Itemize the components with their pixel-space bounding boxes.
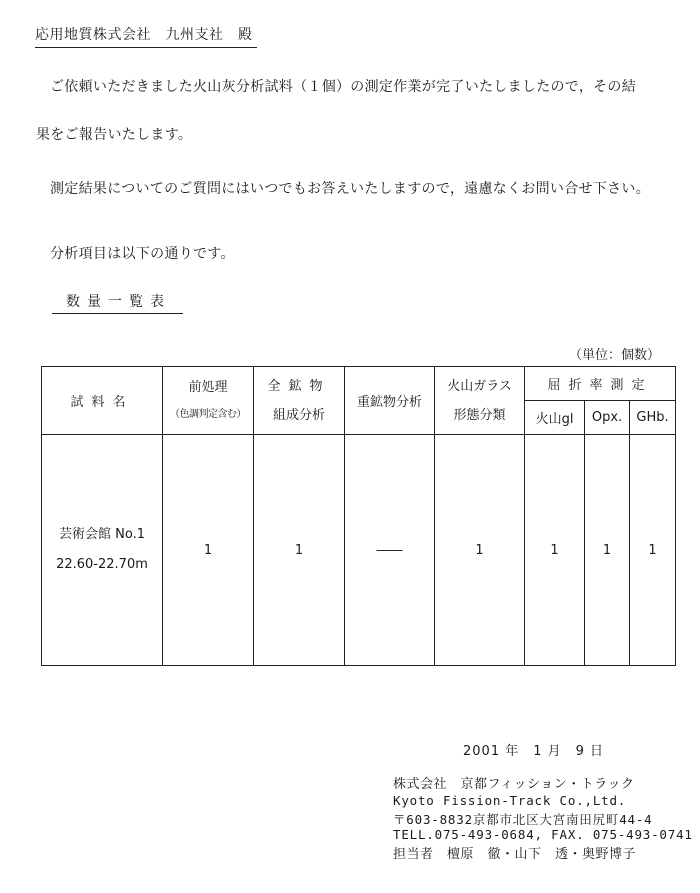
header-heavy-mineral: 重鉱物分析	[345, 367, 435, 435]
cell-pretreatment: 1	[163, 435, 254, 666]
intro-paragraph-line1: ご依頼いただきました火山灰分析試料（１個）の測定作業が完了いたしましたので，その結	[50, 79, 637, 95]
company-name-ja: 株式会社 京都フィッション・トラック	[393, 777, 635, 792]
header-ref-ghb: GHb.	[630, 401, 676, 435]
header-volcanic-glass: 火山ガラス 形態分類	[435, 367, 525, 435]
unit-label: （単位：個数）	[568, 348, 660, 363]
inquiry-paragraph: 測定結果についてのご質問にはいつでもお答えいたしますので，遠慮なくお問い合せ下さい。	[50, 181, 651, 197]
recipient: 応用地質株式会社 九州支社 殿	[35, 24, 257, 48]
cell-sample-name: 芸術会館 No.1 22.60-22.70m	[42, 435, 163, 666]
cell-heavy-mineral: ――	[345, 435, 435, 666]
cell-ref-ghb: 1	[630, 435, 676, 666]
cell-ref-opx: 1	[585, 435, 630, 666]
company-name-en: Kyoto Fission-Track Co.,Ltd.	[393, 793, 627, 808]
cell-ref-volcanic-glass: 1	[525, 435, 585, 666]
section-title: 数量一覧表	[52, 291, 183, 314]
header-ref-volcanic-glass: 火山gl	[525, 401, 585, 435]
header-pretreatment: 前処理 （色調判定含む）	[163, 367, 254, 435]
cell-whole-mineral: 1	[254, 435, 345, 666]
company-contact: TELL.075-493-0684, FAX. 075-493-0741	[393, 827, 693, 842]
header-refractive-index: 屈折率測定	[525, 367, 676, 401]
analysis-items-paragraph: 分析項目は以下の通りです。	[50, 246, 235, 262]
company-address: 〒603-8832京都市北区大宮南田尻町44-4	[393, 812, 653, 827]
issue-date: 2001 年 1 月 9 日	[463, 744, 605, 759]
results-table	[41, 366, 676, 666]
header-ref-opx: Opx.	[585, 401, 630, 435]
header-sample-name: 試料名	[42, 367, 163, 435]
cell-volcanic-glass: 1	[435, 435, 525, 666]
intro-paragraph-line2: 果をご報告いたします。	[36, 127, 193, 143]
table-row	[42, 435, 676, 666]
header-whole-mineral: 全鉱物 組成分析	[254, 367, 345, 435]
staff-names: 担当者 檀原 徹・山下 透・奥野博子	[393, 847, 637, 862]
